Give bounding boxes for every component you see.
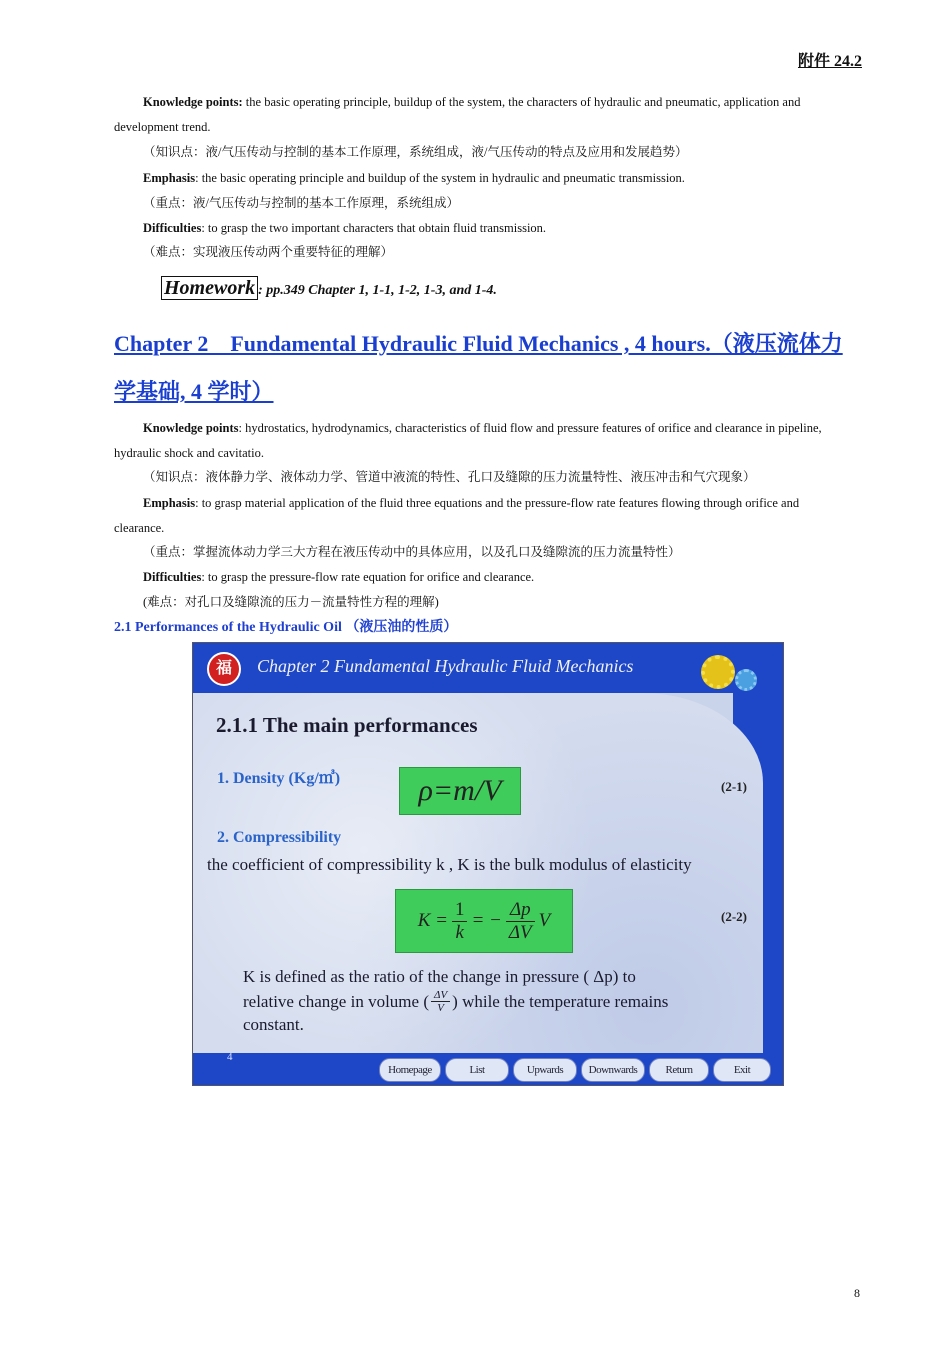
emphasis-label: Emphasis	[143, 171, 196, 185]
difficulties-label: Difficulties	[143, 221, 202, 235]
definition-line-2-end: ) while the temperature remains	[452, 991, 669, 1011]
equation-number-2: (2-2)	[721, 909, 747, 924]
definition-line-3: constant.	[243, 1015, 304, 1034]
homework-text: : pp.349 Chapter 1, 1-1, 1-2, 1-3, and 1-4.	[258, 283, 497, 298]
ch2-difficulties-text: : to grasp the pressure-flow rate equation for orifice and clearance.	[201, 570, 535, 584]
homework-row	[161, 277, 497, 300]
definition-fraction-denominator: V	[437, 1002, 444, 1014]
difficulties-paragraph	[143, 218, 546, 238]
homework-label: Homework	[161, 276, 258, 300]
fraction-1-numerator: 1	[452, 899, 468, 922]
small-gear-icon	[735, 669, 757, 691]
difficulties-text: : to grasp the two important characters that obtain fluid transmission.	[201, 221, 547, 235]
ch2-knowledge-label: Knowledge points	[143, 421, 239, 435]
upwards-button[interactable]: Upwards	[513, 1058, 577, 1082]
attachment-label: 附件 24.2	[797, 53, 862, 70]
fraction-dp-over-dv	[506, 899, 535, 944]
definition-line-2	[243, 989, 668, 1014]
emphasis-cn: （重点：液/气压传动与控制的基本工作原理，系统组成）	[143, 196, 459, 210]
slide-subtitle: 2.1.1 The main performances	[216, 713, 478, 737]
ch2-difficulties-paragraph	[143, 567, 534, 587]
fraction-1-denominator: k	[455, 921, 464, 943]
knowledge-label: Knowledge points:	[143, 95, 243, 109]
ch2-difficulties-cn: (难点：对孔口及缝隙流的压力－流量特性方程的理解)	[143, 595, 439, 609]
fraction-1-over-k	[452, 899, 468, 944]
formula-rhs: V	[538, 910, 551, 931]
compressibility-heading: 2. Compressibility	[217, 829, 342, 846]
bulk-modulus-formula	[395, 889, 573, 953]
gear-icon	[701, 655, 735, 689]
fraction-2-denominator: ΔV	[508, 921, 532, 943]
formula-mid: = −	[471, 910, 502, 931]
downwards-button[interactable]: Downwards	[581, 1058, 645, 1082]
return-button[interactable]: Return	[649, 1058, 709, 1082]
list-button[interactable]: List	[445, 1058, 509, 1082]
density-heading: 1. Density (Kg/㎥)	[217, 770, 341, 787]
knowledge-points-cn: （知识点：液/气压传动与控制的基本工作原理，系统组成，液/气压传动的特点及应用和发展趋势）	[143, 145, 688, 159]
homepage-button[interactable]: Homepage	[379, 1058, 441, 1082]
ch2-emphasis-cn: （重点：掌握流体动力学三大方程在液压传动中的具体应用，以及孔口及缝隙流的压力流量特性）	[143, 545, 681, 559]
density-formula: ρ=m/V	[399, 767, 521, 815]
university-logo: 福	[207, 652, 241, 686]
lecture-slide	[192, 642, 784, 1086]
emphasis-text: : the basic operating principle and buildup of the system in hydraulic and pneumatic transmission.	[195, 171, 685, 185]
exit-button[interactable]: Exit	[713, 1058, 771, 1082]
ch2-emphasis-label: Emphasis	[143, 496, 196, 510]
page-number: 8	[854, 1286, 860, 1300]
fraction-2-numerator: Δp	[506, 899, 535, 922]
slide-page-number: 4	[227, 1051, 233, 1063]
chapter-2-title[interactable]: Chapter 2 Fundamental Hydraulic Fluid Mechanics , 4 hours.（液压流体力学基础, 4 学时）	[114, 331, 843, 404]
difficulties-cn: （难点：实现液压传动两个重要特征的理解）	[143, 245, 394, 259]
ch2-knowledge-text: : hydrostatics, hydrodynamics, characteristics of fluid flow and pressure features of orifice and clearance in pipeline, hydraulic shock and cavitatio.	[114, 421, 822, 460]
emphasis-paragraph	[143, 168, 685, 188]
knowledge-points-paragraph	[114, 90, 846, 139]
section-2-1-title: 2.1 Performances of the Hydraulic Oil （液压油的性质）	[114, 620, 458, 635]
definition-line-2-start: relative change in volume (	[243, 991, 429, 1011]
equation-number-1: (2-1)	[721, 779, 747, 794]
ch2-emphasis-paragraph	[114, 491, 846, 540]
ch2-emphasis-text: : to grasp material application of the fluid three equations and the pressure-flow rate features flowing through orifice and clearance.	[114, 496, 800, 535]
formula-lhs: K =	[417, 910, 448, 931]
ch2-difficulties-label: Difficulties	[143, 570, 202, 584]
slide-title: Chapter 2 Fundamental Hydraulic Fluid Mechanics	[257, 656, 634, 676]
ch2-knowledge-paragraph	[114, 416, 846, 465]
ch2-knowledge-cn: （知识点：液体静力学、液体动力学、管道中液流的特性、孔口及缝隙的压力流量特性、液压冲击和气穴现象）	[143, 470, 756, 484]
compressibility-text: the coefficient of compressibility k , K is the bulk modulus of elasticity	[207, 855, 692, 874]
definition-line-1: K is defined as the ratio of the change in pressure ( Δp) to	[243, 967, 636, 986]
knowledge-text: the basic operating principle, buildup of the system, the characters of hydraulic and pneumatic, application and development trend.	[114, 95, 801, 134]
definition-fraction	[431, 989, 450, 1014]
definition-fraction-numerator: ΔV	[431, 989, 450, 1002]
